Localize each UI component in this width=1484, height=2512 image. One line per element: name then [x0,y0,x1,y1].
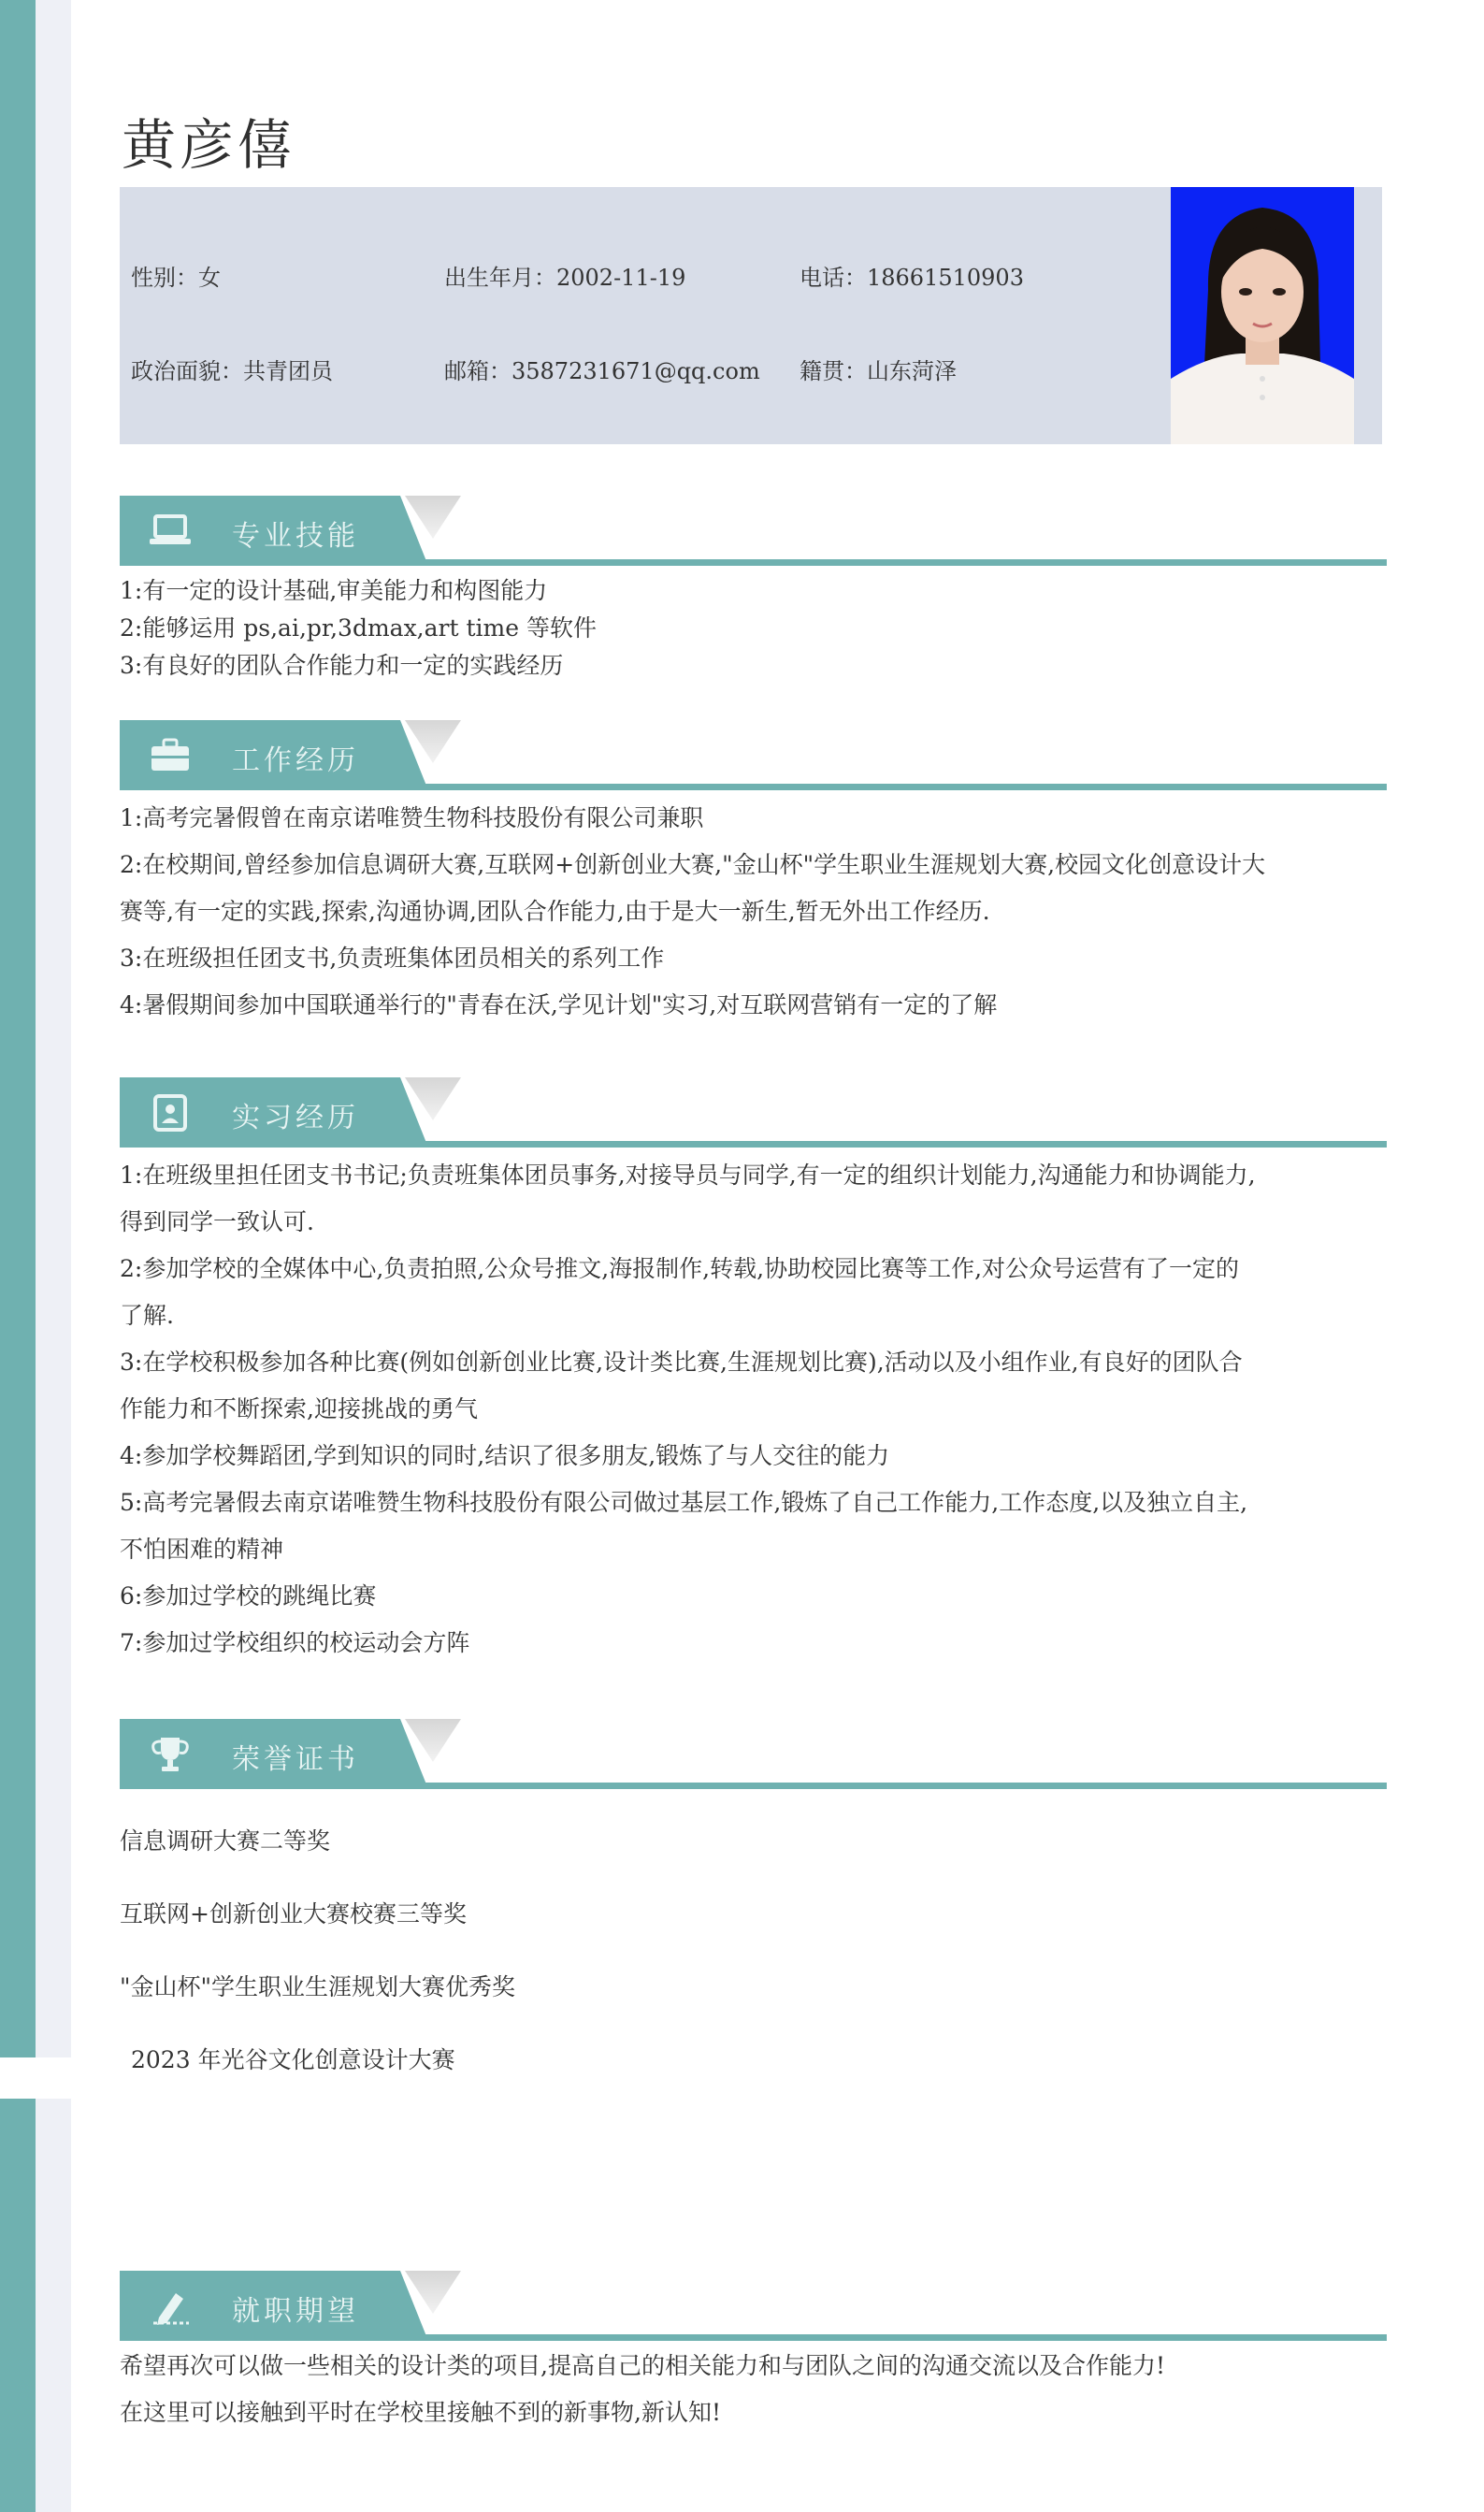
list-item: 不怕困难的精神 [120,1536,284,1563]
list-item: 互联网+创新创业大赛校赛三等奖 [120,1900,467,1927]
list-item: 1:有一定的设计基础,审美能力和构图能力 [120,577,548,604]
candidate-name: 黄彦僖 [122,113,296,177]
pen-icon [148,2286,193,2327]
list-item: 4:参加学校舞蹈团,学到知识的同时,结识了很多朋友,锻炼了与人交往的能力 [120,1442,890,1469]
list-item: 希望再次可以做一些相关的设计类的项目,提高自己的相关能力和与团队之间的沟通交流以及合作能力! [120,2352,1165,2379]
info-phone: 电话：18661510903 [800,265,1024,291]
info-birth: 出生年月：2002-11-19 [444,265,686,291]
list-item: 信息调研大赛二等奖 [120,1827,331,1855]
list-item: 1:在班级里担任团支书书记;负责班集体团员事务,对接导员与同学,有一定的组织计划能力,沟通能力和协调能力, [120,1162,1256,1189]
profile-photo [1171,187,1354,444]
section-title-skills: 专业技能 [232,520,359,553]
trophy-icon [148,1734,193,1775]
left-stripe-light-page2 [36,2099,71,2512]
work-list [120,795,1429,1029]
list-item: 2:能够运用 ps,ai,pr,3dmax,art time 等软件 [120,614,597,642]
list-item: 2:参加学校的全媒体中心,负责拍照,公众号推文,海报制作,转载,协助校园比赛等工作,对公众号运营有了一定的 [120,1255,1240,1282]
list-item: 得到同学一致认可. [120,1208,314,1235]
list-item: 2023 年光谷文化创意设计大赛 [131,2046,455,2073]
section-title-expect: 就职期望 [232,2295,359,2328]
section-header-skills [120,496,1387,582]
contact-card-icon [148,1092,193,1133]
list-item: 6:参加过学校的跳绳比赛 [120,1582,377,1610]
list-item: 在这里可以接触到平时在学校里接触不到的新事物,新认知! [120,2399,721,2426]
list-item: 3:在班级担任团支书,负责班集体团员相关的系列工作 [120,945,665,972]
list-item: 作能力和不断探索,迎接挑战的勇气 [120,1395,478,1422]
list-item: 1:高考完暑假曾在南京诺唯赞生物科技股份有限公司兼职 [120,804,704,831]
left-stripe-light [36,0,71,2057]
briefcase-icon [148,735,193,776]
info-email: 邮箱：3587231671@qq.com [444,358,760,384]
intern-list [120,1152,1429,1667]
info-hometown: 籍贯：山东菏泽 [800,358,957,384]
info-gender: 性别：女 [131,265,221,291]
section-header-honors [120,1719,1387,1805]
section-title-honors: 荣誉证书 [232,1743,359,1776]
list-item: 4:暑假期间参加中国联通举行的"青春在沃,学见计划"实习,对互联网营销有一定的了解 [120,991,998,1018]
left-stripe-page2 [0,2099,36,2512]
section-header-work [120,720,1387,806]
section-title-work: 工作经历 [232,744,359,777]
laptop-icon [148,511,193,552]
list-item: 2:在校期间,曾经参加信息调研大赛,互联网+创新创业大赛,"金山杯"学生职业生涯规划大赛,校园文化创意设计大 [120,851,1266,878]
list-item: 3:在学校积极参加各种比赛(例如创新创业比赛,设计类比赛,生涯规划比赛),活动以及小组作业,有良好的团队合 [120,1349,1243,1376]
left-stripe [0,0,36,2057]
list-item: 赛等,有一定的实践,探索,沟通协调,团队合作能力,由于是大一新生,暂无外出工作经历. [120,898,990,925]
list-item: 5:高考完暑假去南京诺唯赞生物科技股份有限公司做过基层工作,锻炼了自己工作能力,工作态度,以及独立自主, [120,1489,1248,1516]
expect-list [120,2343,1429,2436]
honors-list [120,1805,515,2097]
info-politics: 政治面貌：共青团员 [131,358,333,384]
section-header-intern [120,1077,1387,1163]
list-item: "金山杯"学生职业生涯规划大赛优秀奖 [120,1973,515,2000]
list-item: 了解. [120,1302,174,1329]
list-item: 7:参加过学校组织的校运动会方阵 [120,1629,470,1656]
list-item: 3:有良好的团队合作能力和一定的实践经历 [120,652,564,679]
skills-list [120,572,597,685]
section-title-intern: 实习经历 [232,1102,359,1134]
